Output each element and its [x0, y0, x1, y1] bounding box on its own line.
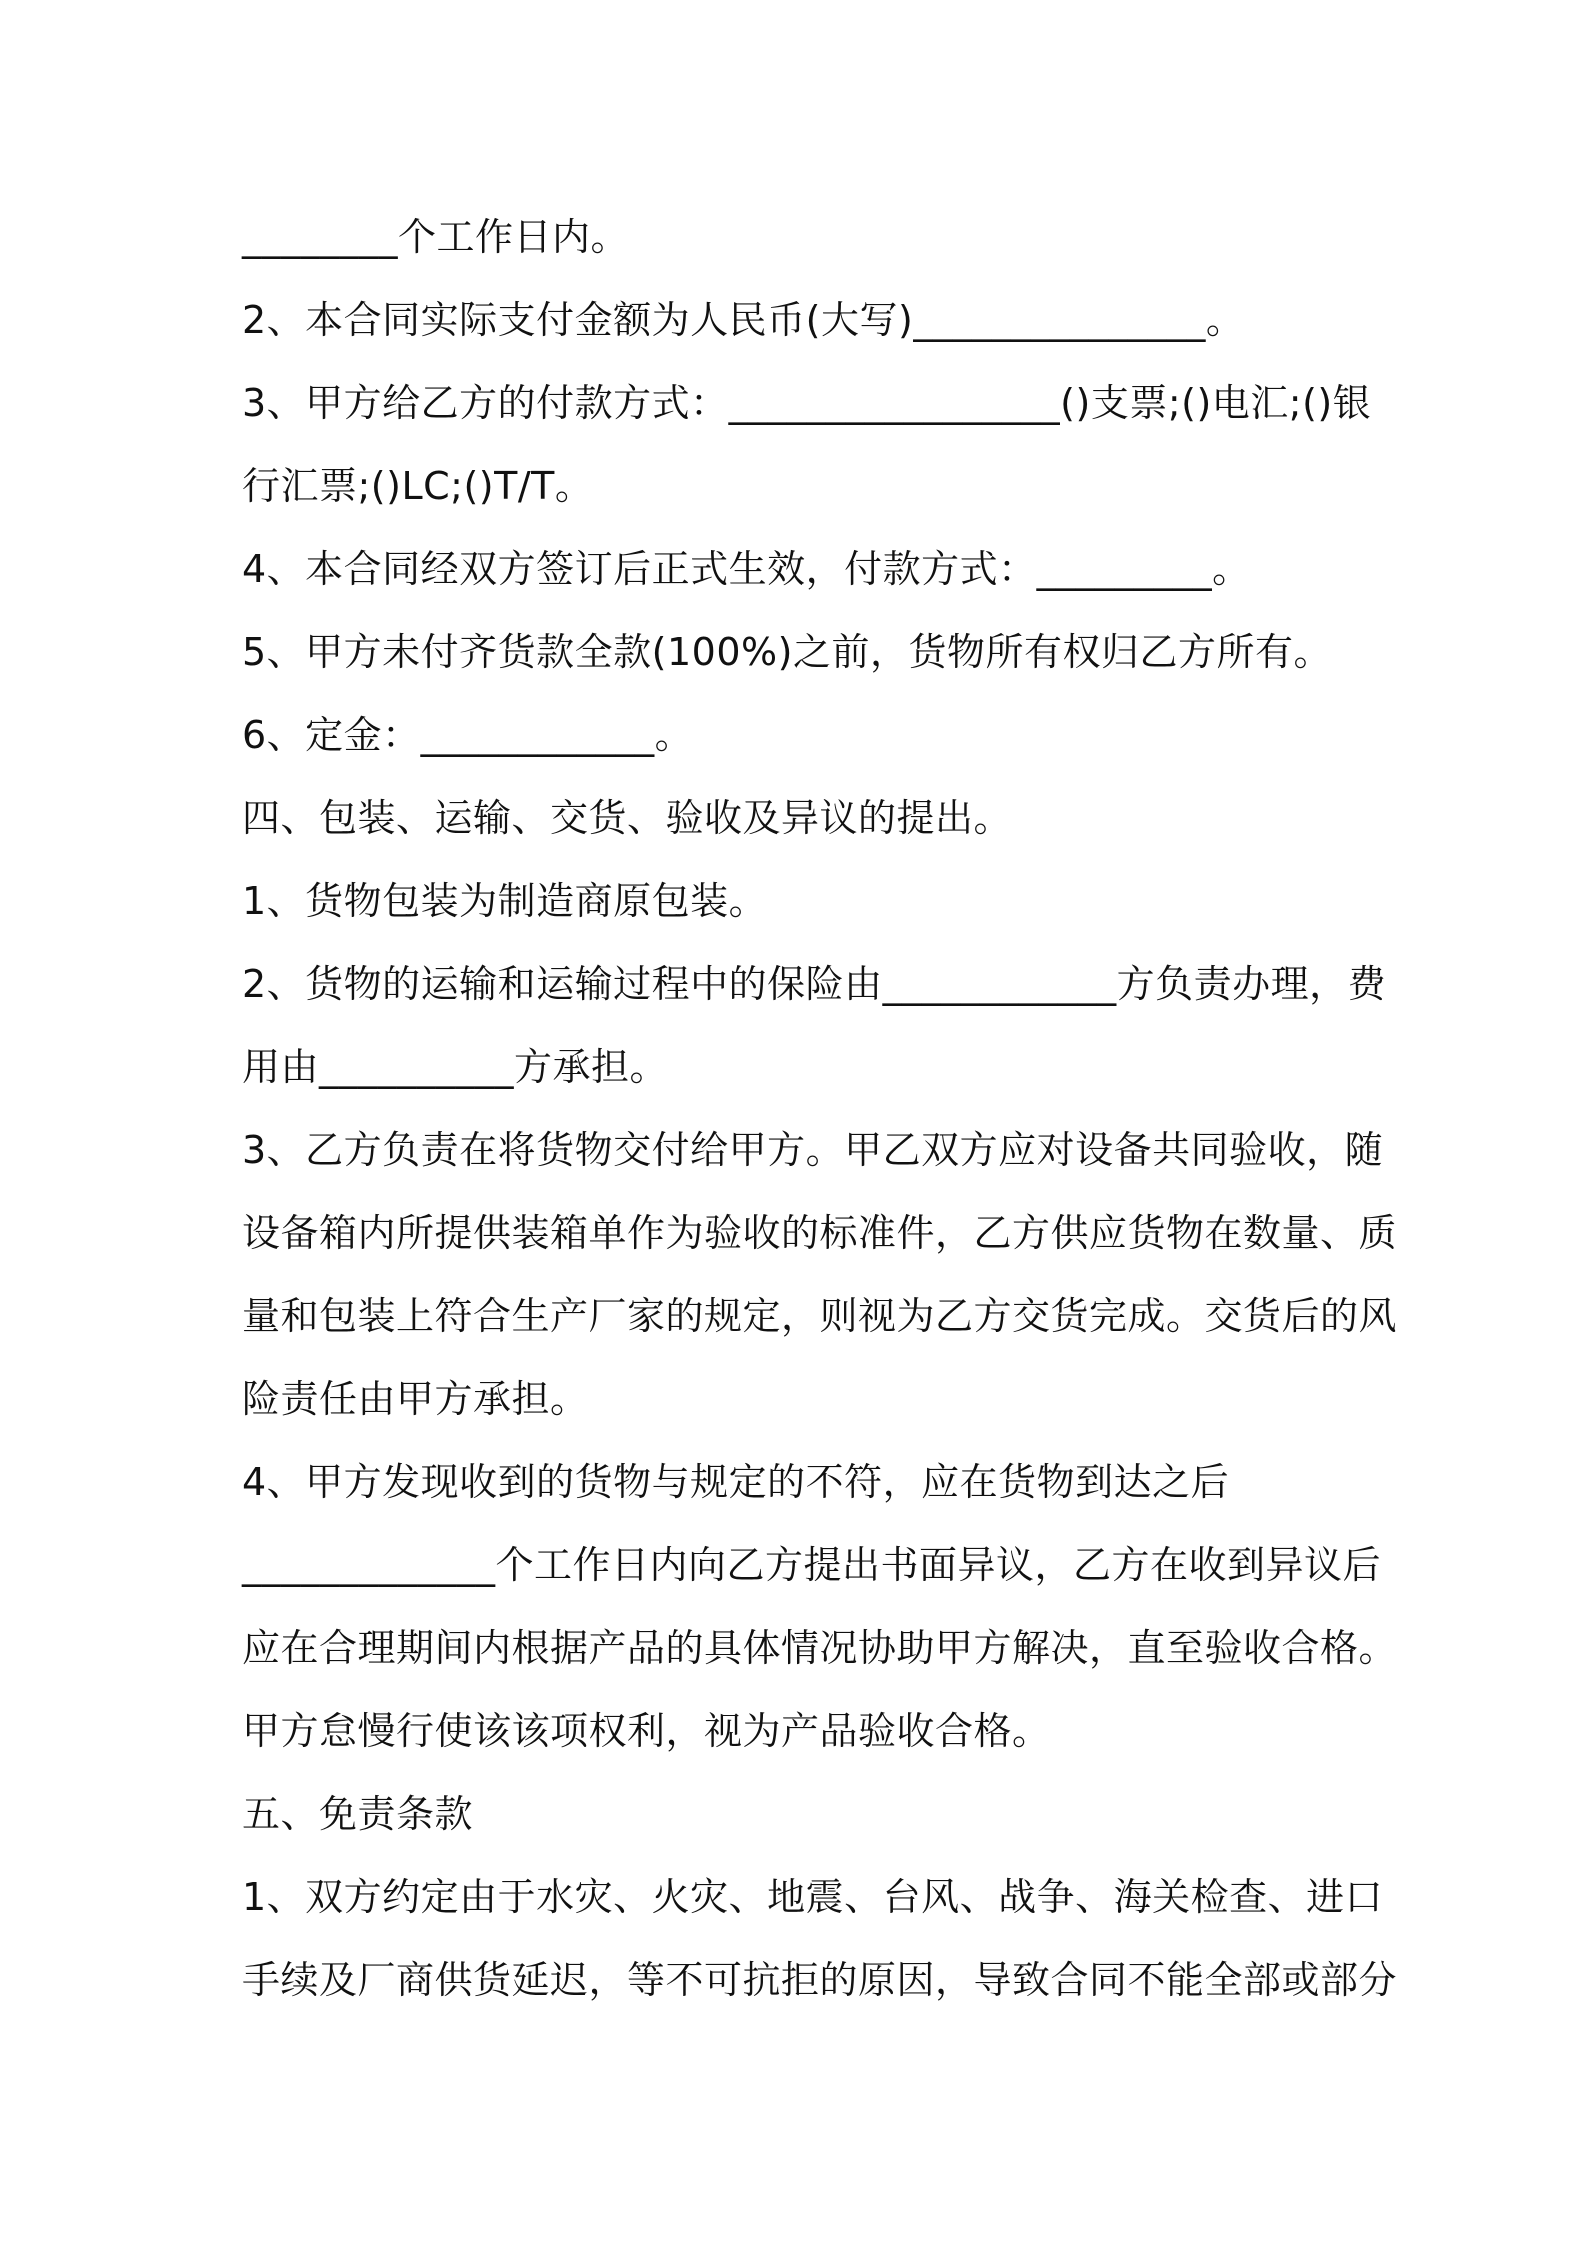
- text-line-11: 用由__________方承担。: [242, 1045, 669, 1089]
- text-line-3: 3、甲方给乙方的付款方式：_________________()支票;()电汇;()银: [242, 381, 1372, 425]
- text-line-9: 1、货物包装为制造商原包装。: [242, 879, 768, 923]
- text-line-13: 设备箱内所提供装箱单作为验收的标准件，乙方供应货物在数量、质: [242, 1211, 1398, 1255]
- text-line-10: 2、货物的运输和运输过程中的保险由____________方负责办理，费: [242, 962, 1387, 1006]
- text-line-1: ________个工作日内。: [242, 215, 630, 259]
- text-line-6: 5、甲方未付齐货款全款(100%)之前，货物所有权归乙方所有。: [242, 630, 1332, 674]
- text-line-12: 3、乙方负责在将货物交付给甲方。甲乙双方应对设备共同验收，随: [242, 1128, 1384, 1172]
- document-body: [242, 196, 1398, 2022]
- text-line-16: 4、甲方发现收到的货物与规定的不符，应在货物到达之后: [242, 1460, 1230, 1504]
- text-line-14: 量和包装上符合生产厂家的规定，则视为乙方交货完成。交货后的风: [242, 1294, 1398, 1338]
- text-line-7: 6、定金：____________。: [242, 713, 694, 757]
- text-line-4: 行汇票;()LC;()T/T。: [242, 464, 594, 508]
- text-line-18: 应在合理期间内根据产品的具体情况协助甲方解决，直至验收合格。: [242, 1626, 1398, 1670]
- text-line-5: 4、本合同经双方签订后正式生效，付款方式：_________。: [242, 547, 1251, 591]
- text-line-21: 1、双方约定由于水灾、火灾、地震、台风、战争、海关检查、进口: [242, 1875, 1384, 1919]
- text-line-15: 险责任由甲方承担。: [242, 1377, 589, 1421]
- text-line-17: _____________个工作日内向乙方提出书面异议，乙方在收到异议后: [242, 1543, 1382, 1587]
- section-heading-5: 五、免责条款: [242, 1792, 474, 1836]
- text-line-22: 手续及厂商供货延迟，等不可抗拒的原因，导致合同不能全部或部分: [242, 1958, 1398, 2002]
- text-line-19: 甲方怠慢行使该该项权利，视为产品验收合格。: [242, 1709, 1051, 1753]
- section-heading-4: 四、包装、运输、交货、验收及异议的提出。: [242, 796, 1013, 840]
- text-line-2: 2、本合同实际支付金额为人民币(大写)_______________。: [242, 298, 1245, 342]
